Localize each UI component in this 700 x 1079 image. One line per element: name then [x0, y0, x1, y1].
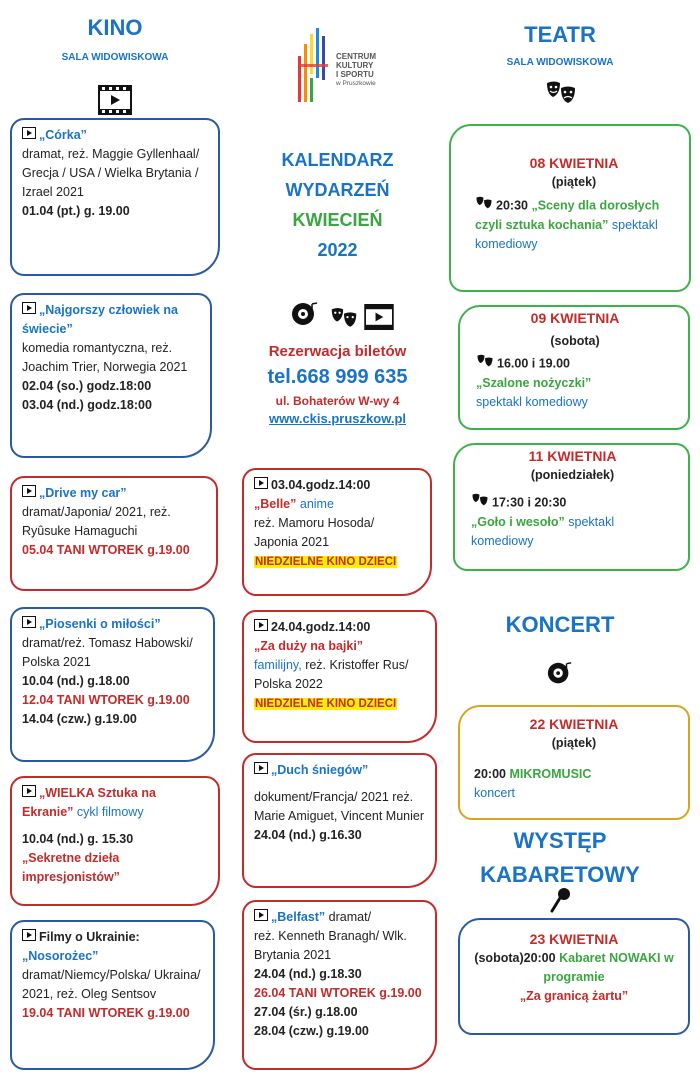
event-date: 08 KWIETNIA — [529, 155, 619, 171]
event-date: 22 KWIETNIA — [529, 716, 619, 732]
kids-cinema-badge: NIEDZIELNE KINO DZIECI — [255, 556, 397, 569]
event-date: 14.04 (czw.) g.19.00 — [22, 712, 137, 727]
event-date: 10.04 (nd.) g.18.00 — [22, 674, 130, 689]
teatr-subtitle: SALA WIDOWISKOWA — [506, 57, 614, 68]
event-genre: spektakl komediowy — [471, 515, 615, 548]
event-header: Filmy o Ukrainie: — [39, 930, 140, 944]
event-title: „Najgorszy człowiek na świecie” — [22, 303, 178, 337]
film-icon — [254, 476, 268, 495]
cabaret-title — [460, 824, 660, 892]
event-card-wielka-sztuka[interactable] — [10, 776, 220, 906]
calendar-title — [240, 145, 435, 265]
film-icon — [254, 908, 268, 927]
event-title: „Piosenki o miłości” — [39, 617, 161, 631]
event-card-mikromusic[interactable] — [458, 705, 690, 820]
event-title: „Za duży na bajki” — [254, 639, 364, 654]
film-icon — [364, 304, 394, 335]
theatre-masks-icon — [471, 493, 489, 513]
event-card-za-duzy[interactable] — [242, 610, 437, 743]
event-title: „Sceny dla dorosłych czyli sztuka kochania” — [475, 198, 660, 232]
event-cycle: cykl filmowy — [76, 805, 144, 820]
event-desc: dramat/Japonia/ 2021, reż. Ryûsuke Hamaguchi — [22, 505, 171, 539]
event-date: 24.04.godz.14:00 — [271, 620, 371, 634]
event-title: „Goło i wesoło” — [471, 515, 565, 529]
event-date: 24.04 (nd.) g.18.30 — [254, 967, 362, 982]
kino-title: KINO — [87, 15, 143, 40]
event-promo: 26.04 TANI WTOREK g.19.00 — [254, 986, 422, 1001]
event-date: 03.04.godz.14:00 — [271, 478, 371, 492]
event-desc: komedia romantyczna, reż. Joachim Trier, Norwegia 2021 — [22, 341, 188, 375]
event-day: (piątek) — [551, 175, 597, 189]
calendar-line4: 2022 — [317, 240, 358, 260]
event-card-belle[interactable] — [242, 468, 432, 596]
event-desc: reż. Mamoru Hosoda/ Japonia 2021 — [254, 516, 375, 550]
event-title: „Belle” — [254, 497, 297, 512]
film-icon — [98, 85, 132, 120]
teatr-title: TEATR — [524, 22, 596, 47]
event-genre: koncert — [474, 786, 515, 800]
event-desc: dramat/ — [328, 910, 372, 924]
website-link[interactable]: www.ckis.pruszkow.pl — [268, 411, 406, 426]
event-desc: reż. Kenneth Branagh/ Wlk. Brytania 2021 — [254, 929, 407, 963]
theatre-masks-icon — [330, 306, 358, 335]
event-card-duch[interactable] — [242, 753, 437, 888]
event-day: (sobota)20:00 — [474, 951, 556, 965]
event-promo: 12.04 TANI WTOREK g.19.00 — [22, 693, 190, 708]
event-date: 03.04 (nd.) godz.18:00 — [22, 398, 152, 413]
event-promo: 05.04 TANI WTOREK g.19.00 — [22, 543, 190, 558]
event-card-piosenki[interactable] — [10, 607, 215, 762]
logo-line3: I SPORTU — [336, 70, 374, 79]
event-title: MIKROMUSIC — [509, 767, 592, 781]
reservation-label: Rezerwacja biletów — [268, 343, 407, 360]
event-title: „Szalone nożyczki” — [476, 376, 592, 390]
music-disc-icon — [546, 660, 574, 693]
calendar-line1: KALENDARZ — [281, 150, 394, 170]
reservation-phone: tel.668 999 635 — [267, 366, 408, 388]
event-date: 27.04 (śr.) g.18.00 — [254, 1005, 358, 1020]
event-time: 20:00 — [474, 767, 506, 781]
event-day: (piątek) — [551, 736, 597, 750]
calendar-line2: WYDARZEŃ — [285, 180, 390, 200]
event-card-drive[interactable] — [10, 476, 218, 591]
film-icon — [22, 301, 36, 320]
event-day: (sobota) — [550, 334, 600, 348]
kino-subtitle: SALA WIDOWISKOWA — [61, 52, 169, 63]
music-disc-icon — [290, 300, 320, 335]
event-title: „Belfast” — [271, 910, 326, 924]
event-desc: dramat/Niemcy/Polska/ Ukraina/ 2021, reż. Oleg Sentsov — [22, 968, 201, 1002]
reservation-address: ul. Bohaterów W-wy 4 — [275, 394, 400, 408]
event-date: 10.04 (nd.) g. 15.30 — [22, 832, 134, 847]
event-promo: 19.04 TANI WTOREK g.19.00 — [22, 1006, 190, 1021]
event-time: 17:30 i 20:30 — [492, 495, 567, 510]
film-icon — [254, 761, 268, 780]
event-title: Kabaret NOWAKI w programie — [543, 951, 674, 984]
film-icon — [22, 484, 36, 503]
event-title: „Drive my car” — [39, 486, 127, 500]
event-day: (poniedziałek) — [530, 468, 615, 482]
theatre-masks-icon — [475, 196, 493, 216]
event-desc: dokument/Francja/ 2021 reż. Marie Amiguet, Vincent Munier — [254, 790, 424, 824]
event-card-najgorszy[interactable] — [10, 293, 212, 458]
event-desc: dramat/reż. Tomasz Habowski/ Polska 2021 — [22, 636, 193, 670]
event-date: 24.04 (nd.) g.16.30 — [254, 828, 362, 843]
cabaret-title-line1: WYSTĘP — [513, 828, 607, 853]
event-date: 11 KWIETNIA — [528, 448, 617, 464]
event-time: 20:30 — [496, 198, 528, 213]
theatre-masks-icon — [545, 80, 577, 111]
event-date: 01.04 (pt.) g. 19.00 — [22, 204, 130, 219]
event-time: 16.00 i 19.00 — [497, 356, 570, 371]
logo-line4: w Pruszkowie — [336, 80, 376, 87]
event-card-golo[interactable] — [453, 443, 690, 571]
calendar-line3: KWIECIEŃ — [292, 210, 383, 230]
event-card-nosorozec[interactable] — [10, 920, 215, 1070]
theatre-masks-icon — [476, 354, 494, 374]
logo-line1: CENTRUM — [336, 52, 376, 61]
event-date: 02.04 (so.) godz.18:00 — [22, 379, 152, 394]
event-title: „Nosorożec” — [22, 949, 99, 964]
event-title: „Córka” — [39, 128, 87, 142]
film-icon — [22, 126, 36, 145]
event-card-corka[interactable] — [10, 118, 220, 276]
event-card-kabaret[interactable] — [458, 918, 690, 1035]
event-date: 09 KWIETNIA — [530, 310, 620, 326]
film-icon — [22, 615, 36, 634]
event-card-sceny[interactable] — [449, 124, 691, 292]
event-title: „Duch śniegów” — [271, 763, 369, 777]
event-card-nozyczki[interactable] — [458, 305, 690, 430]
film-icon — [22, 784, 36, 803]
event-program: „Za granicą żartu” — [519, 989, 629, 1003]
event-title: „WIELKA Sztuka na Ekranie” — [22, 786, 156, 820]
event-genre: spektakl komediowy — [476, 395, 588, 409]
event-card-belfast[interactable] — [242, 900, 437, 1070]
event-genre: anime — [299, 497, 334, 512]
event-date: 28.04 (czw.) g.19.00 — [254, 1024, 369, 1039]
event-desc: reż. Kristoffer Rus/ Polska 2022 — [254, 658, 409, 692]
koncert-title: KONCERT — [505, 612, 615, 637]
event-desc: dramat, reż. Maggie Gyllenhaal/ Grecja / USA / Wielka Brytania / Izrael 2021 — [22, 147, 200, 200]
kids-cinema-badge: NIEDZIELNE KINO DZIECI — [255, 698, 397, 711]
logo-line2: KULTURY — [336, 61, 374, 70]
film-icon — [254, 618, 268, 637]
ckis-logo — [296, 26, 406, 106]
reservation — [240, 342, 435, 428]
event-genre: spektakl komediowy — [475, 218, 658, 251]
cabaret-title-line2: KABARETOWY — [480, 862, 640, 887]
event-genre: familijny, — [254, 658, 302, 673]
microphone-icon — [549, 886, 573, 919]
film-icon — [22, 928, 36, 947]
event-subtitle: „Sekretne dzieła impresjonistów” — [22, 851, 120, 885]
event-date: 23 KWIETNIA — [529, 931, 619, 947]
